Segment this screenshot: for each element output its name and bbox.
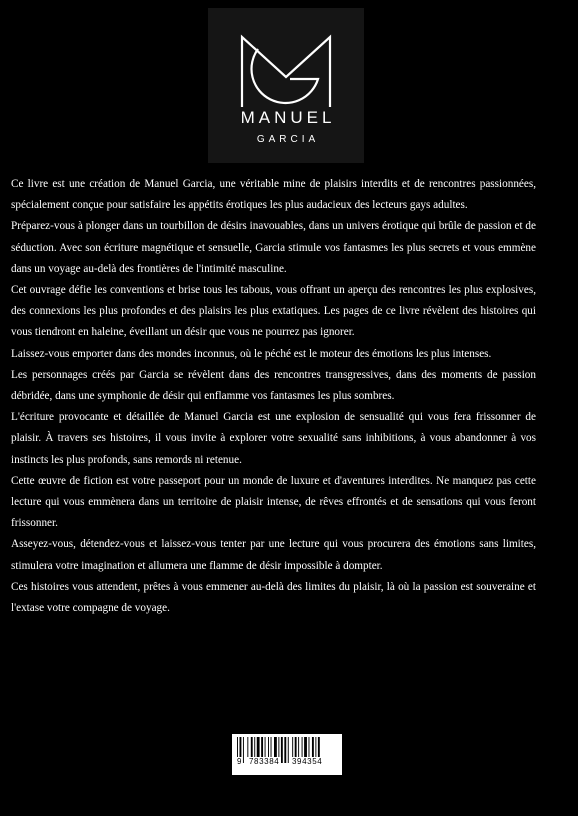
isbn-barcode bbox=[232, 734, 342, 775]
logo-name: MANUEL bbox=[240, 108, 336, 127]
logo-subname: GARCIA bbox=[256, 134, 320, 145]
barcode-lead-digit: 9 bbox=[237, 757, 242, 766]
barcode-left-group: 783384 bbox=[249, 757, 280, 766]
paragraph: Ces histoires vous attendent, prêtes à vous emmener au-delà des limites du plaisir, là où la passion est souveraine et l'extase votre compagne de voyage. bbox=[11, 580, 536, 615]
paragraph: Asseyez-vous, détendez-vous et laissez-vous tenter par une lecture qui vous procurera des émotions sans limites, stimulera votre imagination et allumera une flamme de désir impossible à dompter. bbox=[11, 538, 536, 572]
paragraph: L'écriture provocante et détaillée de Manuel Garcia est une explosion de sensualité qui vous fera frissonner de plaisir. À travers ses histoires, il vous invite à explorer votre sexualité sans inhibitions, à vous abandonner à vos instincts les plus profonds, sans remords ni retenue. bbox=[11, 411, 536, 466]
paragraph: Ce livre est une création de Manuel Garcia, une véritable mine de plaisirs interdits et de rencontres passionnées, spécialement conçue pour satisfaire les appétits érotiques les plus audacieux des lecteurs gays adultes. bbox=[11, 178, 536, 212]
paragraph: Laissez-vous emporter dans des mondes inconnus, où le péché est le moteur des émotions les plus intenses. bbox=[11, 347, 492, 360]
author-logo bbox=[208, 8, 364, 163]
barcode-right-group: 394354 bbox=[292, 757, 323, 766]
barcode-digits bbox=[232, 757, 342, 771]
paragraph: Préparez-vous à plonger dans un tourbillon de désirs inavouables, dans un univers érotique qui brûle de passion et de séduction. Avec son écriture magnétique et sensuelle, Garcia stimule vos fantasmes les plus secrets et vous emmène dans un voyage au-delà des frontières de l'intimité masculine. bbox=[11, 220, 536, 275]
paragraph: Cet ouvrage défie les conventions et brise tous les tabous, vous offrant un aperçu des rencontres les plus explosives, des connexions les plus profondes et des plaisirs les plus extatiques. Les pages de ce livre révèlent des histoires qui vous tiendront en haleine, éveillant un désir que vous ne pourrez pas ignorer. bbox=[11, 284, 536, 339]
paragraph: Les personnages créés par Garcia se révèlent dans des rencontres transgressives, dans des moments de passion débridée, dans une symphonie de désir qui enflamme vos fantasmes les plus sombres. bbox=[11, 368, 536, 403]
mg-monogram-icon bbox=[240, 33, 332, 109]
paragraph: Cette œuvre de fiction est votre passeport pour un monde de luxure et d'aventures interdites. Ne manquez pas cette lecture qui vous emmènera dans un territoire de plaisir intense, de rêves effrontés et de sensations qui vous feront frissonner. bbox=[11, 474, 536, 530]
back-cover-text bbox=[11, 174, 536, 619]
